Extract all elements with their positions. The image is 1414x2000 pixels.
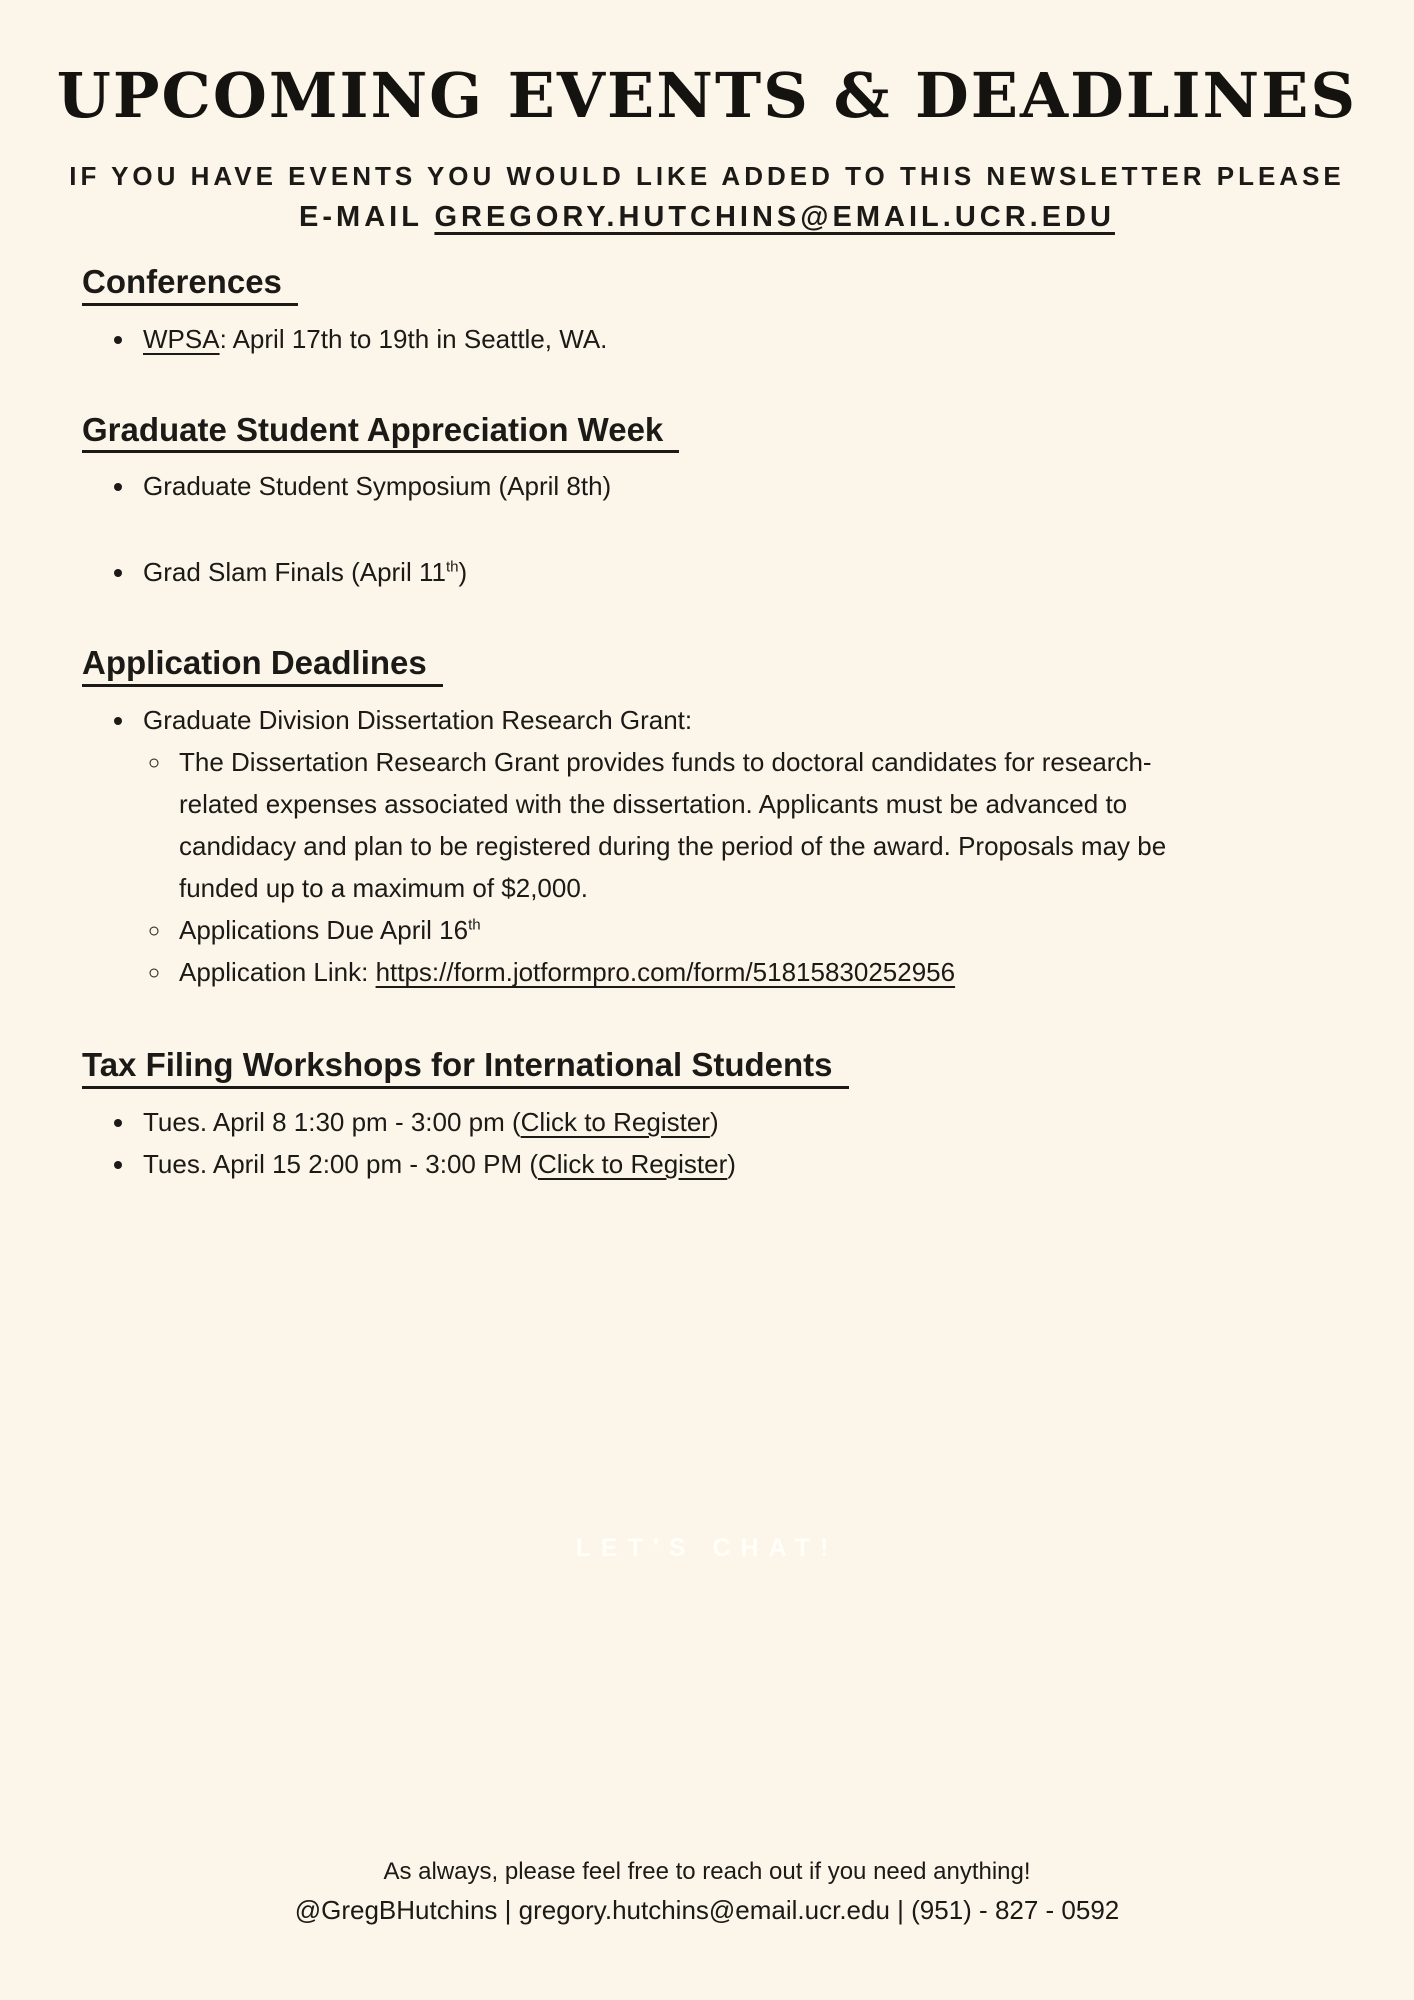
footer-message: As always, please feel free to reach out if you need anything! — [383, 1858, 1031, 1885]
section-application-deadlines — [82, 643, 1304, 993]
tax-session-2 — [137, 1143, 1304, 1185]
notice-email-line — [0, 196, 1414, 238]
grad-slam-close: ) — [458, 557, 468, 588]
grant-due-ordinal: th — [468, 916, 481, 934]
footer-contact-info: @GregBHutchins | gregory.hutchins@email.ucr.edu | (951) - 827 - 0592 — [294, 1895, 1120, 1925]
email-link[interactable]: GREGORY.HUTCHINS@EMAIL.UCR.EDU — [434, 201, 1115, 234]
tax-workshops-heading: Tax Filing Workshops for International Students — [82, 1045, 849, 1089]
tax-session-1-register-link[interactable]: Click to Register — [520, 1106, 710, 1137]
page-title: UPCOMING EVENTS & DEADLINES — [56, 59, 1358, 132]
grad-slam-text: Grad Slam Finals (April 11 — [143, 557, 446, 588]
newsletter-body — [0, 262, 1414, 1184]
grant-due-date — [173, 909, 1304, 951]
grant-item — [137, 699, 1304, 993]
appreciation-week-heading: Graduate Student Appreciation Week — [82, 410, 679, 454]
application-link-label: Application Link: — [179, 957, 376, 988]
section-appreciation-week — [82, 410, 1304, 594]
header-notice — [0, 157, 1414, 238]
conferences-heading: Conferences — [82, 262, 298, 306]
tax-session-1-close: ) — [709, 1106, 719, 1137]
footer — [0, 1854, 1414, 1930]
lets-chat-watermark: LET'S CHAT! — [575, 1534, 839, 1562]
wpsa-details: : April 17th to 19th in Seattle, WA. — [219, 323, 608, 354]
tax-session-2-text: Tues. April 15 2:00 pm - 3:00 PM ( — [143, 1148, 538, 1179]
tax-session-2-register-link[interactable]: Click to Register — [538, 1148, 728, 1179]
tax-session-2-close: ) — [727, 1148, 736, 1179]
symposium-item: • Graduate Student Symposium (April 8th) — [137, 465, 1304, 507]
application-link-url[interactable]: https://form.jotformpro.com/form/51815830252956 — [375, 957, 956, 988]
grant-application-link-item — [173, 951, 1304, 993]
grant-title: Graduate Division Dissertation Research Grant: — [143, 705, 693, 736]
email-prefix: E-MAIL — [299, 201, 435, 234]
grant-due-text: Applications Due April 16 — [179, 915, 469, 946]
wpsa-link[interactable]: WPSA — [143, 323, 220, 354]
grad-slam-ordinal: th — [445, 558, 459, 576]
conference-item-wpsa — [137, 318, 1304, 360]
tax-session-1-text: Tues. April 8 1:30 pm - 3:00 pm ( — [143, 1106, 521, 1137]
application-deadlines-heading: Application Deadlines — [82, 643, 443, 687]
notice-text: IF YOU HAVE EVENTS YOU WOULD LIKE ADDED TO THIS NEWSLETTER PLEASE — [69, 161, 1345, 192]
section-conferences — [82, 262, 1304, 360]
section-tax-workshops — [82, 1045, 1304, 1185]
grant-description: ◦ The Dissertation Research Grant provides funds to doctoral candidates for research-related expenses associated with the dissertation. Applicants must be advanced to candidacy and plan to be registered during the period of the award. Proposals may be funded up to a maximum of $2,000. — [173, 741, 1178, 909]
tax-session-1 — [137, 1101, 1304, 1143]
grad-slam-item — [137, 551, 1304, 593]
